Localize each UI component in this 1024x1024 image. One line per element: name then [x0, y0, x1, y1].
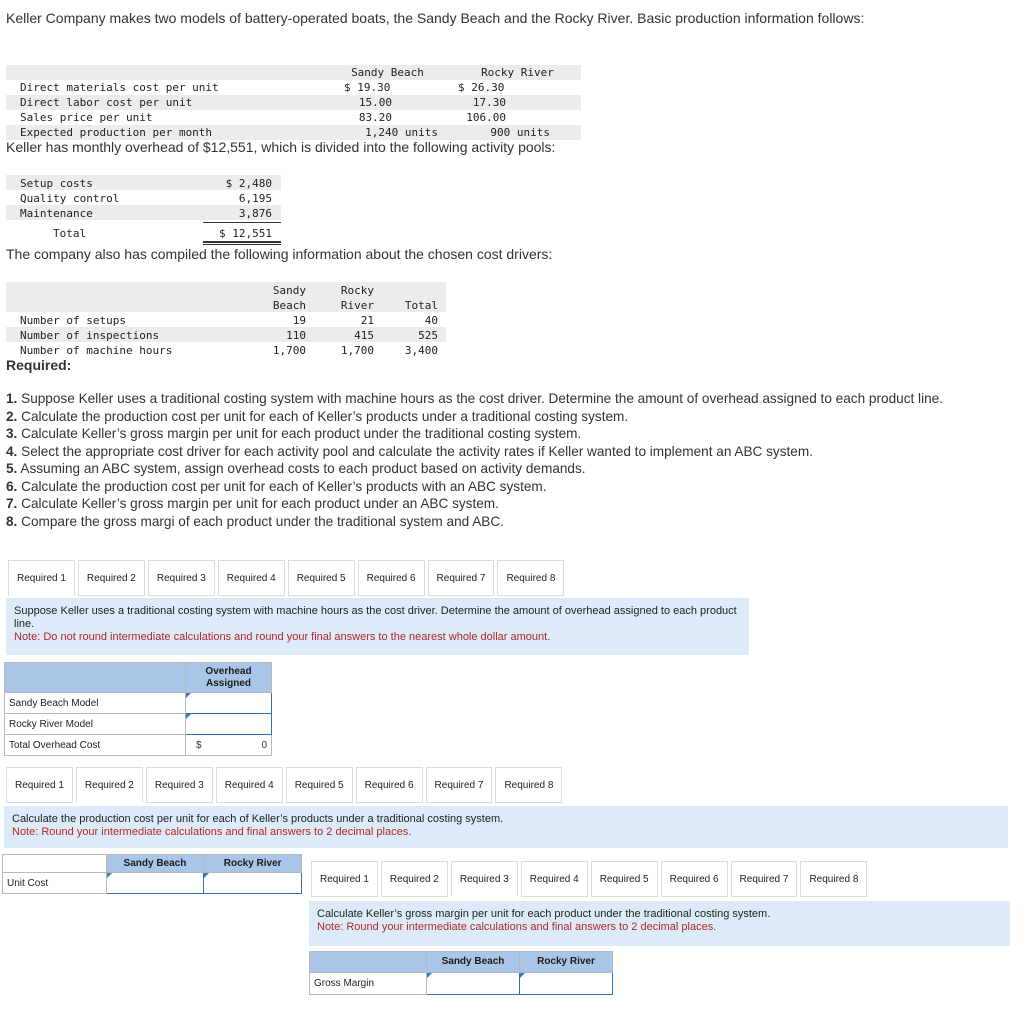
tab-required-6[interactable]: Required 6 [356, 767, 423, 803]
driver-value: 1,700 [340, 344, 374, 357]
tab-required-6[interactable]: Required 6 [358, 560, 425, 596]
drivers-header: Sandy [272, 284, 306, 297]
tab-required-1[interactable]: Required 1 [311, 861, 378, 897]
tab-required-3[interactable]: Required 3 [451, 861, 518, 897]
tab-required-4[interactable]: Required 4 [218, 560, 285, 596]
req1-row-label: Rocky River Model [5, 714, 186, 735]
req1-row-label: Total Overhead Cost [5, 735, 186, 756]
drivers-text: The company also has compiled the following information about the chosen cost drivers: [6, 246, 553, 262]
col-header-rocky-river: Rocky River [481, 66, 554, 79]
cell-value: 1,240 units [365, 126, 438, 139]
tab-bar-req3 [311, 861, 870, 897]
req1-header-overhead: Overhead Assigned [186, 663, 272, 693]
req2-instructions [4, 806, 1008, 848]
total-overhead-cell [186, 735, 272, 756]
driver-value: 19 [292, 314, 306, 327]
pool-total-value: $ 12,551 [219, 227, 272, 240]
total-overhead-value: 0 [261, 739, 267, 751]
requirement-item: 1. Suppose Keller uses a traditional costing system with machine hours as the cost driver. Determine the amount of overhead assigned to each product line. [6, 391, 943, 406]
tab-required-7[interactable]: Required 7 [731, 861, 798, 897]
req3-note: Note: Round your intermediate calculations and final answers to 2 decimal places. [317, 921, 717, 933]
pool-total-label: Total [53, 227, 87, 240]
drivers-header: Beach [272, 299, 306, 312]
unit-cost-sandy-beach-input[interactable] [106, 873, 204, 894]
driver-label: Number of inspections [20, 329, 160, 342]
drivers-header: Rocky [340, 284, 374, 297]
overhead-rocky-river-input[interactable] [186, 714, 272, 735]
tab-required-8[interactable]: Required 8 [800, 861, 867, 897]
req3-instructions [309, 901, 1010, 946]
tab-required-4[interactable]: Required 4 [216, 767, 283, 803]
pool-label: Quality control [20, 192, 120, 205]
tab-required-8[interactable]: Required 8 [497, 560, 564, 596]
req1-table [4, 662, 272, 756]
req3-header-rocky-river: Rocky River [520, 952, 613, 973]
gross-margin-rocky-river-input[interactable] [520, 973, 613, 995]
driver-value: 1,700 [272, 344, 306, 357]
row-label: Direct labor cost per unit [20, 96, 193, 109]
tab-required-8[interactable]: Required 8 [495, 767, 562, 803]
tab-required-6[interactable]: Required 6 [661, 861, 728, 897]
req2-row-label: Unit Cost [3, 873, 107, 894]
req3-instruction-text: Calculate Keller’s gross margin per unit for each product under the traditional costing system. [317, 908, 771, 920]
tab-required-7[interactable]: Required 7 [428, 560, 495, 596]
tab-required-2[interactable]: Required 2 [381, 861, 448, 897]
drivers-header-band [6, 282, 446, 312]
driver-value: 110 [286, 329, 306, 342]
row-label: Sales price per unit [20, 111, 153, 124]
req2-instruction-text: Calculate the production cost per unit for each of Keller’s products under a traditional costing system. [12, 813, 504, 825]
driver-value: 525 [418, 329, 438, 342]
required-heading: Required: [6, 357, 72, 373]
tab-required-5[interactable]: Required 5 [288, 560, 355, 596]
col-header-sandy-beach: Sandy Beach [351, 66, 424, 79]
currency-symbol: $ [196, 739, 202, 751]
intro-text: Keller Company makes two models of battery-operated boats, the Sandy Beach and the Rocky River. Basic production information follows: [6, 10, 865, 26]
cell-value: 900 units [490, 126, 550, 139]
cell-value: 106.00 [466, 111, 506, 124]
requirement-item: 5. Assuming an ABC system, assign overhead costs to each product based on activity demands. [6, 461, 586, 476]
tab-required-1[interactable]: Required 1 [8, 560, 75, 596]
req2-table [2, 854, 302, 894]
tab-required-1[interactable]: Required 1 [6, 767, 73, 803]
req3-header-blank [310, 952, 427, 973]
driver-value: 415 [354, 329, 374, 342]
driver-label: Number of setups [20, 314, 126, 327]
pool-value: $ 2,480 [225, 177, 272, 190]
tab-required-2[interactable]: Required 2 [76, 767, 143, 803]
req1-instruction-text: Suppose Keller uses a traditional costing system with machine hours as the cost driver. Determine the amount of overhead assigned to each product line. [14, 605, 737, 630]
tab-required-7[interactable]: Required 7 [426, 767, 493, 803]
drivers-header: River [340, 299, 374, 312]
tab-bar-req2 [6, 767, 565, 803]
total-double-rule [203, 241, 281, 245]
req2-header-rocky-river: Rocky River [204, 855, 302, 873]
req1-header-blank [5, 663, 186, 693]
row-label: Expected production per month [20, 126, 213, 139]
requirement-item: 2. Calculate the production cost per unit for each of Keller’s products under a traditional costing system. [6, 408, 629, 424]
req1-row-label: Sandy Beach Model [5, 693, 186, 714]
tab-bar-req1 [8, 560, 567, 596]
requirement-item: 3. Calculate Keller’s gross margin per unit for each product under the traditional costing system. [6, 426, 582, 441]
req3-table [309, 951, 613, 995]
requirement-item: 4. Select the appropriate cost driver for each activity pool and calculate the activity rates if Keller wanted to implement an ABC system. [6, 443, 813, 459]
tab-required-5[interactable]: Required 5 [591, 861, 658, 897]
total-rule [203, 222, 281, 223]
drivers-header: Total [404, 299, 438, 312]
requirements-list [6, 390, 1016, 530]
driver-label: Number of machine hours [20, 344, 173, 357]
requirement-item: 7. Calculate Keller’s gross margin per unit for each product under an ABC system. [6, 496, 499, 511]
driver-value: 21 [360, 314, 374, 327]
tab-required-3[interactable]: Required 3 [148, 560, 215, 596]
tab-required-3[interactable]: Required 3 [146, 767, 213, 803]
tab-required-5[interactable]: Required 5 [286, 767, 353, 803]
req2-header-blank [3, 855, 107, 873]
cell-value: 15.00 [358, 96, 392, 109]
req1-instructions [6, 598, 749, 655]
pool-value: 6,195 [238, 192, 272, 205]
req3-header-sandy-beach: Sandy Beach [427, 952, 520, 973]
requirement-item: 8. Compare the gross margi of each product under the traditional system and ABC. [6, 513, 504, 529]
gross-margin-sandy-beach-input[interactable] [427, 973, 520, 995]
overhead-text: Keller has monthly overhead of $12,551, which is divided into the following activity pools: [6, 139, 556, 155]
req1-note: Note: Do not round intermediate calculations and round your final answers to the nearest whole dollar amount. [14, 631, 551, 643]
unit-cost-rocky-river-input[interactable] [204, 873, 302, 894]
requirement-item: 6. Calculate the production cost per unit for each of Keller’s products with an ABC system. [6, 478, 547, 494]
req2-note: Note: Round your intermediate calculations and final answers to 2 decimal places. [12, 826, 412, 838]
pool-label: Maintenance [20, 207, 93, 220]
cell-value: $ 26.30 [458, 81, 505, 94]
tab-required-4[interactable]: Required 4 [521, 861, 588, 897]
driver-value: 40 [424, 314, 438, 327]
driver-value: 3,400 [404, 344, 438, 357]
req3-row-label: Gross Margin [310, 973, 427, 995]
cell-value: 83.20 [358, 111, 392, 124]
row-label: Direct materials cost per unit [20, 81, 219, 94]
cell-value: $ 19.30 [344, 81, 391, 94]
cell-value: 17.30 [472, 96, 506, 109]
tab-required-2[interactable]: Required 2 [78, 560, 145, 596]
pool-label: Setup costs [20, 177, 93, 190]
req2-header-sandy-beach: Sandy Beach [106, 855, 204, 873]
overhead-sandy-beach-input[interactable] [186, 693, 272, 714]
pool-value: 3,876 [238, 207, 272, 220]
